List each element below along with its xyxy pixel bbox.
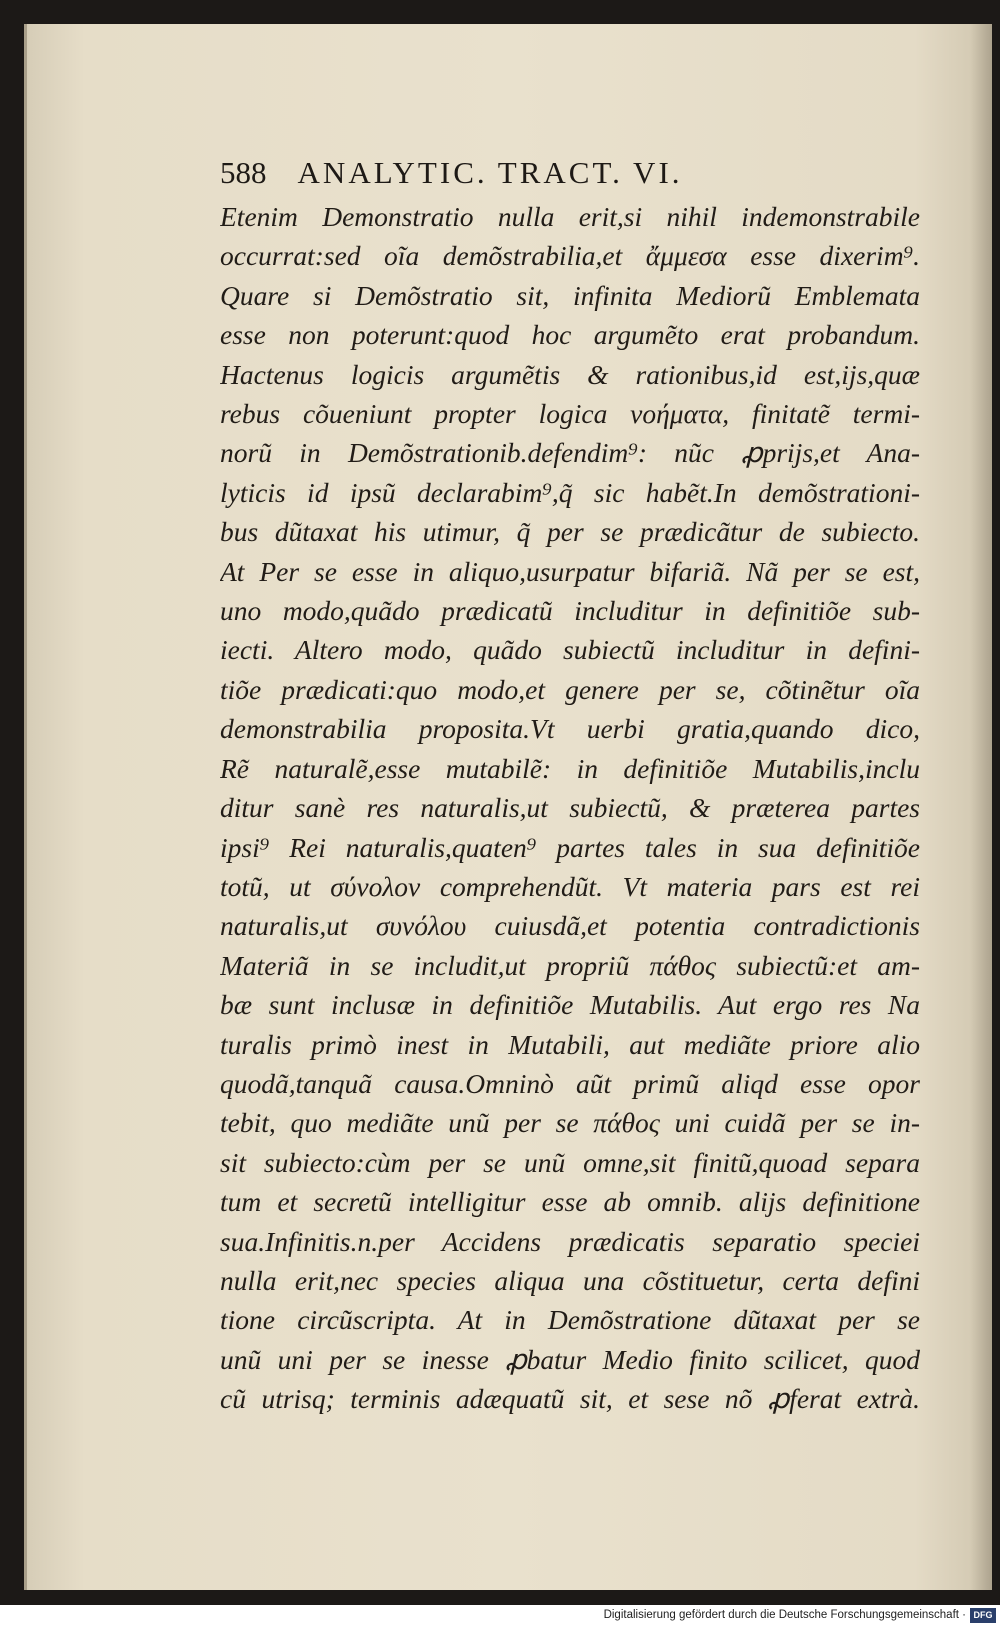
text-line: totũ, ut σύνολον comprehendũt. Vt materia pars est rei (220, 870, 920, 902)
dfg-logo: DFG (970, 1608, 996, 1623)
text-line: ditur sanè res naturalis,ut subiectũ, & præterea partes (220, 792, 920, 824)
text-line: tiõe prædicati:quo modo,et genere per se, cõtinẽtur oĩa (220, 673, 920, 705)
text-line: occurrat:sed oĩa demõstrabilia,et ἄμμεσα esse dixerim⁹. (220, 240, 920, 272)
text-line: cũ utrisq; terminis adæquatũ sit, et sese nõ ꝓferat extrà. (220, 1383, 920, 1415)
text-line: tebit, quo mediãte unũ per se πάθος uni cuidã per se in- (220, 1107, 920, 1139)
text-line: Materiã in se includit,ut propriũ πάθος subiectũ:et am- (220, 949, 920, 981)
text-line: demonstrabilia proposita.Vt uerbi gratia,quando dico, (220, 713, 920, 745)
text-line: nulla erit,nec species aliqua una cõstituetur, certa defini (220, 1264, 920, 1296)
text-line: uno modo,quãdo prædicatũ includitur in definitiõe sub- (220, 595, 920, 627)
running-title: ANALYTIC. TRACT. VI. (297, 155, 683, 190)
text-line: lyticis id ipsũ declarabim⁹,q̃ sic habẽt.In demõstrationi- (220, 476, 920, 508)
text-line: bæ sunt inclusæ in definitiõe Mutabilis. Aut ergo res Na (220, 989, 920, 1021)
text-line: unũ uni per se inesse ꝓbatur Medio finito scilicet, quod (220, 1343, 920, 1375)
text-line: Quare si Demõstratio sit, infinita Mediorũ Emblemata (220, 279, 920, 311)
text-line: quodã,tanquã causa.Omninò aũt primũ aliqd esse opor (220, 1067, 920, 1099)
text-line: Hactenus logicis argumẽtis & rationibus,id est,ijs,quæ (220, 358, 920, 390)
text-line: ipsi⁹ Rei naturalis,quaten⁹ partes tales in sua definitiõe (220, 831, 920, 863)
footer-bar (0, 1605, 1000, 1628)
text-line: naturalis,ut συνόλου cuiusdã,et potentia contradictionis (220, 910, 920, 942)
text-line: esse non poterunt:quod hoc argumẽto erat probandum. (220, 319, 920, 351)
text-line: tione circũscripta. At in Demõstratione dũtaxat per se (220, 1304, 920, 1336)
text-line: sua.Infinitis.n.per Accidens prædicatis separatio speciei (220, 1225, 920, 1257)
body-text (220, 197, 940, 1419)
text-line: turalis primò inest in Mutabili, aut mediãte priore alio (220, 1028, 920, 1060)
text-line: sit subiecto:cùm per se unũ omne,sit finitũ,quoad separa (220, 1146, 920, 1178)
text-line: tum et secretũ intelligitur esse ab omnib. alijs definitione (220, 1186, 920, 1218)
text-line: bus dũtaxat his utimur, q̃ per se prædicãtur de subiecto. (220, 516, 920, 548)
text-line: At Per se esse in aliquo,usurpatur bifariã. Nã per se est, (220, 555, 920, 587)
page-edge-shadow (970, 24, 992, 1590)
running-header (220, 155, 920, 191)
text-line: norũ in Demõstrationib.defendim⁹: nũc ꝓprijs,et Ana- (220, 437, 920, 469)
text-line: Etenim Demonstratio nulla erit,si nihil indemonstrabile (220, 201, 920, 232)
page-number: 588 (220, 155, 267, 190)
text-line: iecti. Altero modo, quãdo subiectũ includitur in defini- (220, 634, 920, 666)
text-line: rebus cõueniunt propter logica νοήματα, finitatẽ termi- (220, 398, 920, 430)
funding-credit: Digitalisierung gefördert durch die Deutsche Forschungsgemeinschaft · (603, 1609, 966, 1621)
text-line: Rẽ naturalẽ,esse mutabilẽ: in definitiõe Mutabilis,inclu (220, 752, 920, 784)
